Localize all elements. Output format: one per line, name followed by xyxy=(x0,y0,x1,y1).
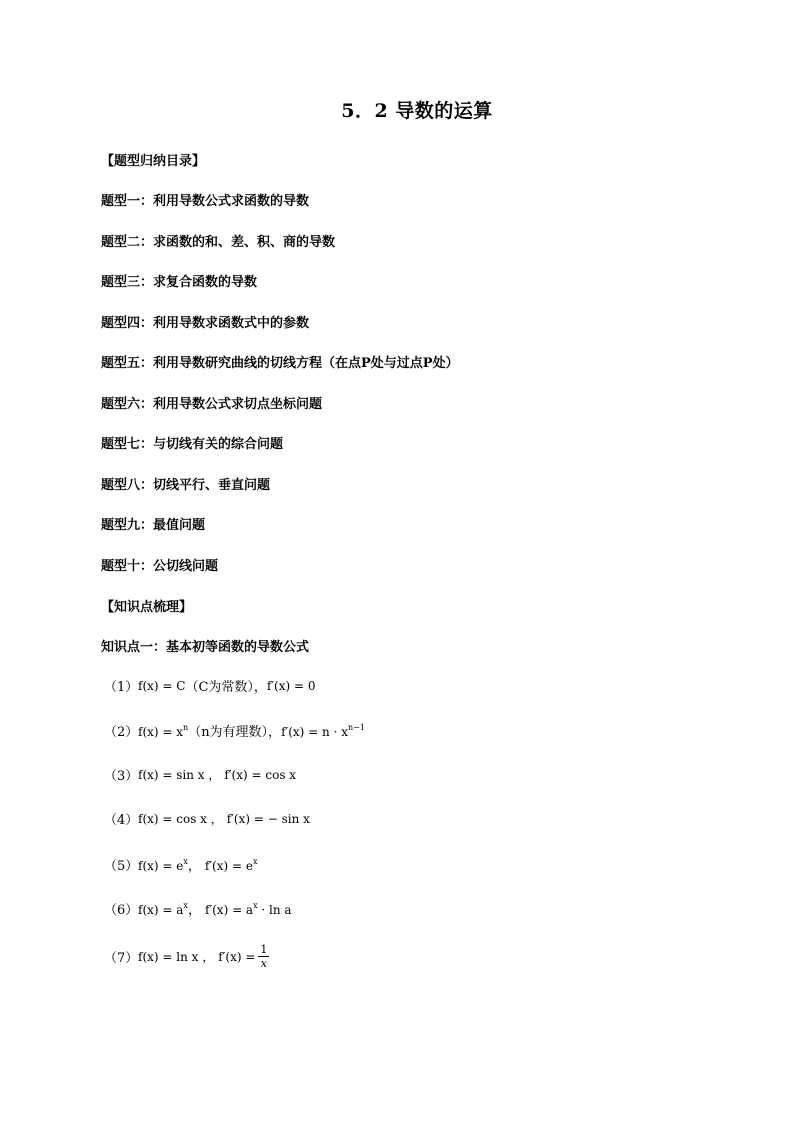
toc-item-8 xyxy=(101,474,270,493)
formula-lhs: f(x) = ln x ， xyxy=(138,950,215,964)
formula-rhs: f′(x) = n · x xyxy=(281,724,348,739)
toc-item-text: 公切线问题 xyxy=(153,559,219,574)
formula-index: （4） xyxy=(104,813,139,828)
formula-index: （2） xyxy=(104,725,139,740)
formula-lhs: f(x) = a xyxy=(138,902,184,917)
toc-item-7 xyxy=(101,433,283,452)
formula-index: （6） xyxy=(104,903,139,918)
fraction-numerator: 1 xyxy=(260,943,268,956)
toc-item-4 xyxy=(101,312,309,331)
toc-item-text: 利用导数公式求切点坐标问题 xyxy=(153,397,323,412)
toc-item-label: 题型七： xyxy=(101,437,154,452)
toc-heading: 【题型归纳目录】 xyxy=(101,154,206,169)
formula-index: （3） xyxy=(104,769,139,784)
formula-index: （1） xyxy=(104,680,139,695)
formula-7 xyxy=(104,943,269,970)
fraction xyxy=(258,943,269,970)
formula-rhs: f′(x) = xyxy=(218,949,256,964)
toc-item-label: 题型四： xyxy=(101,316,154,331)
formula-6 xyxy=(104,899,292,918)
formula-rhs: f′(x) = cos x xyxy=(224,767,297,782)
formula-lhs: f(x) = cos x ， xyxy=(138,812,223,826)
formula-lhs: f(x) = C xyxy=(138,678,186,693)
fraction-denominator: x xyxy=(260,957,268,970)
toc-item-text: 求复合函数的导数 xyxy=(153,275,258,290)
toc-item-10 xyxy=(101,555,218,574)
formula-rhs-exponent: x xyxy=(253,900,258,910)
knowledge-heading: 【知识点梳理】 xyxy=(101,600,193,615)
formula-lhs-exponent: x xyxy=(183,856,188,866)
toc-item-1 xyxy=(101,190,309,209)
formula-rhs: f′(x) = 0 xyxy=(266,678,316,693)
toc-item-label: 题型九： xyxy=(101,518,154,533)
formula-rhs: f′(x) = a xyxy=(204,902,254,917)
toc-item-text: 利用导数研究曲线的切线方程（在点P处与过点P处） xyxy=(153,356,459,371)
formula-lhs-exponent: x xyxy=(183,900,188,910)
formula-rhs: f′(x) = − sin x xyxy=(226,811,310,826)
toc-item-label: 题型八： xyxy=(101,478,154,493)
toc-item-9 xyxy=(101,514,205,533)
formula-rhs: f′(x) = e xyxy=(204,858,253,873)
formula-lhs: f(x) = x xyxy=(138,724,184,739)
formula-4 xyxy=(104,809,310,828)
formula-note: （n为有理数）， xyxy=(188,725,282,740)
toc-item-3 xyxy=(101,271,257,290)
formula-rhs-exponent: x xyxy=(252,856,258,866)
formula-3 xyxy=(104,765,296,784)
formula-lhs-exponent: n xyxy=(183,722,189,732)
toc-item-label: 题型二： xyxy=(101,235,154,250)
formula-note: （C为常数）， xyxy=(185,680,267,695)
toc-item-label: 题型一： xyxy=(101,194,154,209)
toc-item-label: 题型三： xyxy=(101,275,154,290)
formula-2 xyxy=(104,721,365,740)
toc-item-label: 题型五： xyxy=(101,356,154,371)
toc-item-label: 题型六： xyxy=(101,397,154,412)
toc-item-5 xyxy=(101,352,459,371)
formula-lhs: f(x) = sin x ， xyxy=(138,768,221,782)
formula-rhs-tail: · ln a xyxy=(257,902,292,917)
toc-item-text: 切线平行、垂直问题 xyxy=(153,478,271,493)
toc-item-label: 题型十： xyxy=(101,559,154,574)
formula-1 xyxy=(104,676,316,695)
toc-item-text: 求函数的和、差、积、商的导数 xyxy=(153,235,336,250)
toc-item-text: 最值问题 xyxy=(153,518,206,533)
formula-separator: ， xyxy=(187,859,201,874)
knowledge-point-title: 知识点一：基本初等函数的导数公式 xyxy=(101,640,310,655)
formula-rhs-exponent: n−1 xyxy=(347,722,365,732)
toc-item-text: 利用导数求函数式中的参数 xyxy=(153,316,310,331)
formula-lhs: f(x) = e xyxy=(138,858,184,873)
toc-item-6 xyxy=(101,393,322,412)
formula-index: （5） xyxy=(104,859,139,874)
formula-5 xyxy=(104,855,258,874)
toc-item-text: 与切线有关的综合问题 xyxy=(153,437,284,452)
toc-item-2 xyxy=(101,231,335,250)
toc-item-text: 利用导数公式求函数的导数 xyxy=(153,194,310,209)
page-title: 5．2 导数的运算 xyxy=(341,100,493,122)
formula-separator: ， xyxy=(187,903,201,918)
formula-index: （7） xyxy=(104,951,139,966)
